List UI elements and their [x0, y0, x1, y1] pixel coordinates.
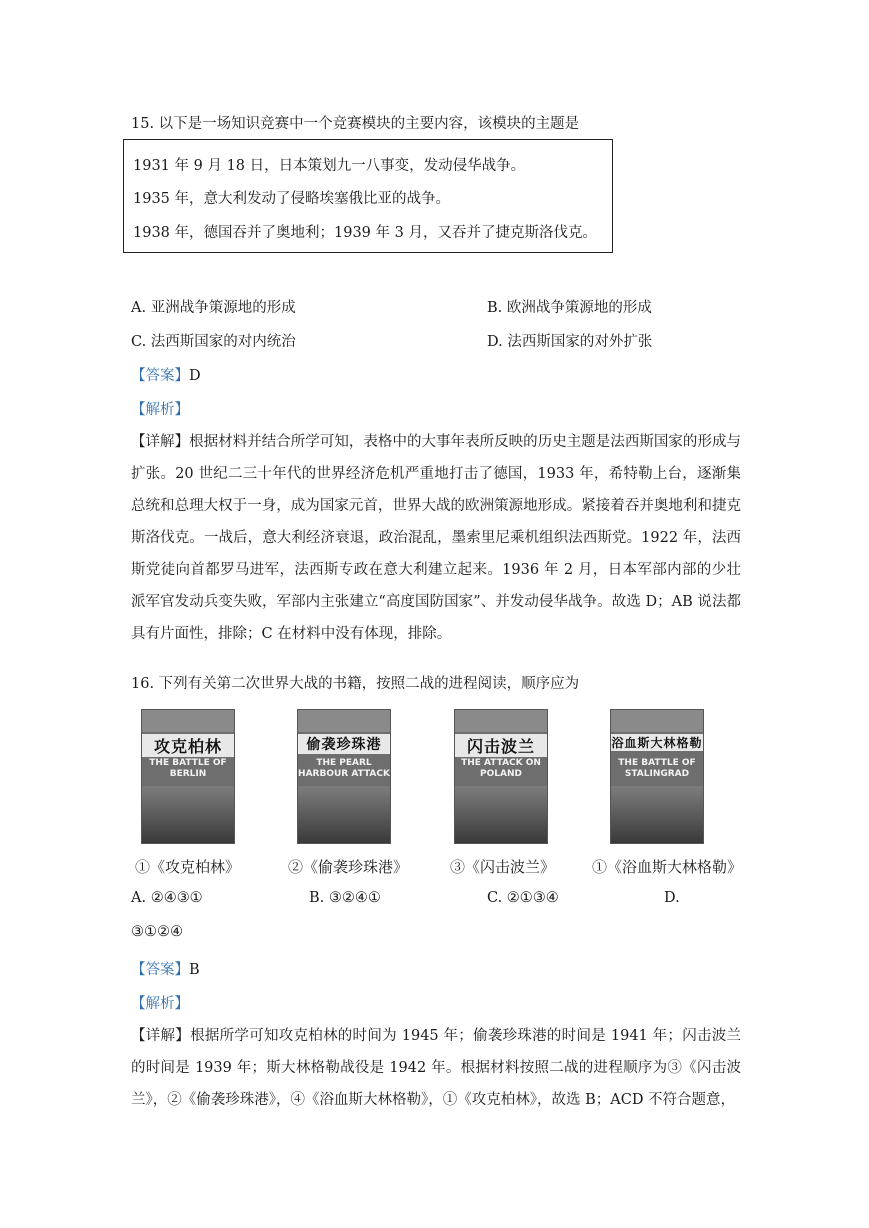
cover-title: 浴血斯大林格勒: [611, 736, 703, 750]
cover-subtitle: THE ATTACK ON POLAND: [461, 758, 541, 779]
answer-value: B: [189, 962, 200, 978]
q15-material-box: [123, 139, 613, 253]
answer-tag: 【答案】: [131, 962, 189, 978]
q16-stem: 16. 下列有关第二次世界大战的书籍，按照二战的进程阅读，顺序应为: [131, 676, 580, 692]
q16-detail: [131, 1020, 741, 1116]
q16-option-c: C. ②①③④: [487, 890, 559, 906]
cover-subtitle: THE PEARL HARBOUR ATTACK: [298, 758, 390, 779]
book-cover-stalingrad: [610, 709, 704, 844]
q15-material-line: 1938 年，德国吞并了奥地利；1939 年 3 月，又吞并了捷克斯洛伐克。: [133, 225, 597, 241]
answer-tag: 【答案】: [131, 368, 189, 384]
detail-tag: 【详解】: [131, 1028, 191, 1044]
detail-text: 根据所学可知攻克柏林的时间为 1945 年；偷袭珍珠港的时间是 1941 年；闪击波兰的时间是 1939 年；斯大林格勒战役是 1942 年。根据材料按照二战的进程顺序为③《闪击波兰》，②《偷袭珍珠港》，④《浴血斯大林格勒》，①《攻克柏林》，故选 B；ACD 不符合题意，: [131, 1028, 742, 1108]
q15-answer: [131, 364, 201, 385]
book-caption: ③《闪击波兰》: [450, 858, 556, 876]
detail-tag: 【详解】: [131, 434, 190, 450]
q15-stem: 15. 以下是一场知识竞赛中一个竞赛模块的主要内容，该模块的主题是: [131, 116, 580, 132]
cover-subtitle: THE BATTLE OF BERLIN: [149, 758, 227, 779]
cover-title: 攻克柏林: [142, 734, 234, 757]
book-caption: ①《浴血斯大林格勒》: [592, 858, 743, 876]
answer-value: D: [189, 368, 201, 384]
cover-title: 闪击波兰: [455, 734, 547, 757]
book-caption: ②《偷袭珍珠港》: [288, 858, 409, 876]
q16-option-d: D.: [664, 890, 680, 906]
cover-subtitle: THE BATTLE OF STALINGRAD: [618, 758, 696, 779]
q15-material-line: 1935 年，意大利发动了侵略埃塞俄比亚的战争。: [133, 191, 451, 207]
book-cover-berlin: [141, 709, 235, 844]
book-cover-poland: [454, 709, 548, 844]
q16-option-a: A. ②④③①: [131, 890, 203, 906]
cover-title: 偷袭珍珠港: [298, 734, 390, 754]
q15-option-a: A. 亚洲战争策源地的形成: [131, 300, 296, 316]
q16-answer: [131, 958, 200, 979]
q16-analysis-tag: 【解析】: [131, 996, 189, 1012]
q16-option-d-cont: ③①②④: [131, 924, 183, 940]
q15-analysis-tag: 【解析】: [131, 402, 189, 418]
detail-text: 根据材料并结合所学可知，表格中的大事年表所反映的历史主题是法西斯国家的形成与扩张。20 世纪二三十年代的世界经济危机严重地打击了德国，1933 年，希特勒上台，逐渐集总统和总理大权于一身，成为国家元首，世界大战的欧洲策源地形成。紧接着吞并奥地利和捷克斯洛伐克。一战后，意大利经济衰退，政治混乱，墨索里尼乘机组织法西斯党。1922 年，法西斯党徒向首都罗马进军，法西斯专政在意大利建立起来。1936 年 2 月，日本军部内部的少壮派军官发动兵变失败，军部内主张建立“高度国防国家”、并发动侵华战争。故选 D；AB 说法都具有片面性，排除；C 在材料中没有体现，排除。: [131, 434, 742, 642]
q15-detail: [131, 426, 741, 650]
q16-option-b: B. ③②④①: [309, 890, 381, 906]
q15-material-line: 1931 年 9 月 18 日，日本策划九一八事变，发动侵华战争。: [133, 158, 526, 174]
q15-option-d: D. 法西斯国家的对外扩张: [487, 334, 653, 350]
q15-option-c: C. 法西斯国家的对内统治: [131, 334, 296, 350]
book-cover-pearl-harbour: [297, 709, 391, 844]
q15-option-b: B. 欧洲战争策源地的形成: [487, 300, 652, 316]
book-caption: ①《攻克柏林》: [135, 858, 241, 876]
